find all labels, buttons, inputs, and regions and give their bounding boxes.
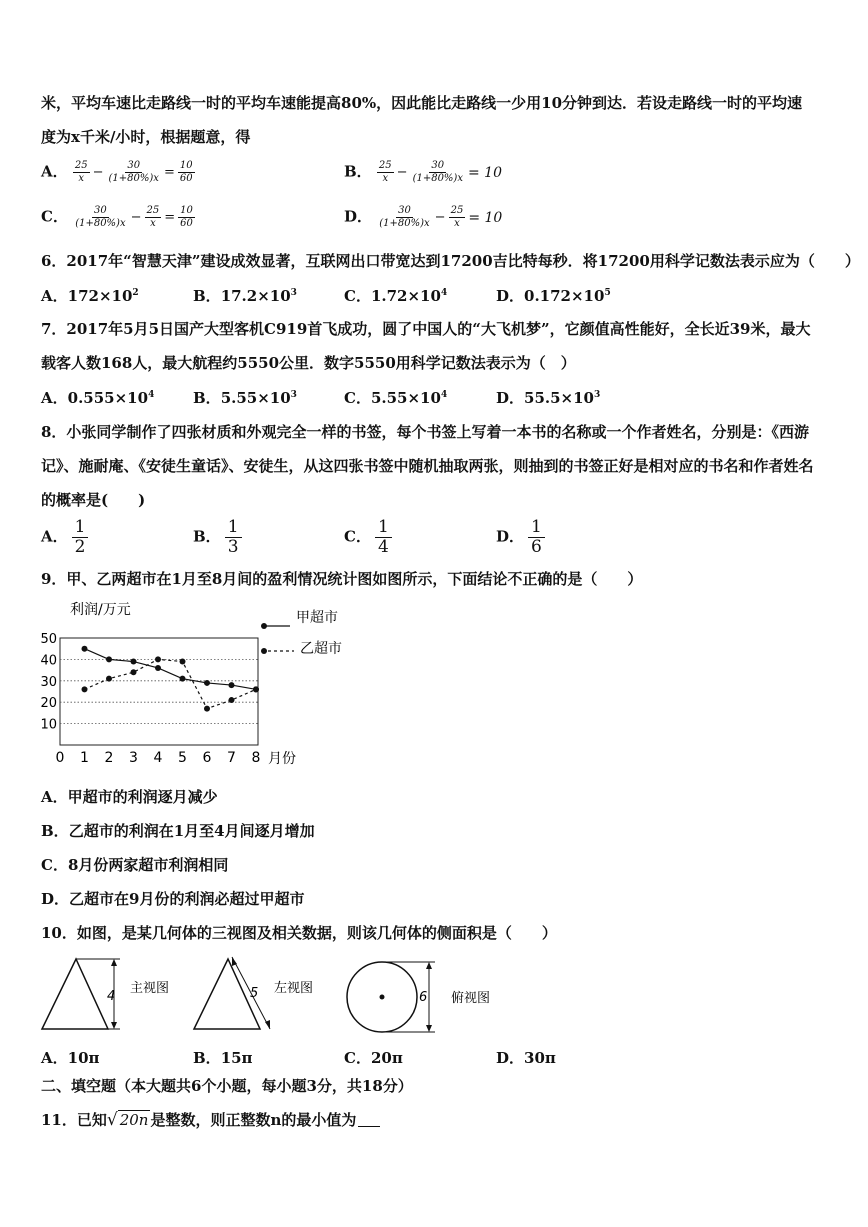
front-view-label: 主视图 <box>130 981 170 996</box>
x-tick-label: 0 <box>55 750 65 766</box>
q5-stem-line1: 米，平均车速比走路线一时的平均车速能提高80%，因此能比走路线一少用10分钟到达．若设走路线一时的平均速 <box>41 94 803 112</box>
data-point-s1-m3 <box>131 669 137 675</box>
profit-line-chart <box>38 598 368 773</box>
q10-option-d[interactable]: D．30π <box>496 1049 556 1067</box>
data-point-s0-m1 <box>82 646 88 652</box>
y-tick-label: 50 <box>40 632 57 647</box>
data-point-s1-m8 <box>253 686 259 692</box>
top-view-label: 俯视图 <box>451 991 491 1006</box>
q8-stem-line2: 记》、施耐庵、《安徒生童话》、安徒生，从这四张书签中随机抽取两张，则抽到的书签正好是相对应的书名和作者姓名 <box>41 457 814 475</box>
q9-stem: 9．甲、乙两超市在1月至8月间的盈利情况统计图如图所示，下面结论不正确的是（ ） <box>41 570 643 588</box>
q5-option-a[interactable]: A． $\frac{25}{x}$ − $\frac{30}{(1+80\%)x}$ = $\frac{10}{60}$ <box>41 160 193 184</box>
chart-ylabel: 利润/万元 <box>70 602 131 618</box>
data-point-s0-m2 <box>106 656 112 662</box>
x-tick-label: 1 <box>80 750 89 766</box>
q8-option-a[interactable]: A． $\frac{1}{2}$ <box>41 518 88 557</box>
x-tick-label: 8 <box>251 750 261 766</box>
q7-stem-line1: 7．2017年5月5日国产大型客机C919首飞成功，圆了中国人的“大飞机梦”，它颜值高性能好，全长近39米，最大 <box>41 320 811 338</box>
q6-option-b[interactable]: B．$17.2\times 10^3$ <box>193 287 297 305</box>
q8-stem-line1: 8．小张同学制作了四张材质和外观完全一样的书签，每个书签上写着一本书的名称或一个作者姓名，分别是：《西游 <box>41 423 809 441</box>
data-point-s0-m3 <box>131 659 137 665</box>
chart-plot-frame <box>60 638 258 745</box>
q11-suffix: 是整数，则正整数n的最小值为 <box>150 1111 357 1129</box>
top-view-dim: 6 <box>419 990 428 1005</box>
q9-option-d[interactable]: D．乙超市在9月份的利润必超过甲超市 <box>41 890 305 908</box>
data-point-s1-m5 <box>180 659 186 665</box>
x-tick-label: 7 <box>227 750 236 766</box>
front-view-triangle <box>42 959 108 1029</box>
q5-stem-line2: 度为x千米/小时，根据题意，得 <box>41 128 251 146</box>
q11-answer-blank[interactable] <box>358 1112 380 1127</box>
q7-option-b[interactable]: B．$5.55\times 10^3$ <box>193 389 297 407</box>
chart-xlabel: 月份 <box>268 751 296 767</box>
q10-option-c[interactable]: C．20π <box>344 1049 403 1067</box>
q8-stem-line3: 的概率是( ) <box>41 491 146 509</box>
data-point-s1-m2 <box>106 676 112 682</box>
q7-option-c[interactable]: C．$5.55\times 10^4$ <box>344 389 448 407</box>
q5-option-c[interactable]: C． $\frac{30}{(1+80\%)x}$ − $\frac{25}{x}$ = $\frac{10}{60}$ <box>41 205 193 229</box>
legend-marker-yi <box>261 648 267 654</box>
q11-radicand: 20n <box>119 1111 149 1129</box>
legend-label-yi: 乙超市 <box>300 641 342 657</box>
y-tick-label: 40 <box>40 653 57 669</box>
data-point-s1-m6 <box>204 706 210 712</box>
x-tick-label: 3 <box>129 750 138 766</box>
chart-series-points <box>82 646 260 712</box>
q10-option-a[interactable]: A．10π <box>41 1049 100 1067</box>
q6-option-d[interactable]: D．$0.172\times 10^5$ <box>496 287 611 305</box>
chart-x-ticks <box>56 750 261 766</box>
legend-label-jia: 甲超市 <box>296 610 338 626</box>
data-point-s1-m4 <box>155 656 161 662</box>
x-tick-label: 5 <box>178 750 187 766</box>
front-view-dim: 4 <box>107 989 116 1004</box>
front-view-arrow-down <box>111 1022 117 1029</box>
top-view-figure <box>343 955 503 1037</box>
q9-option-c[interactable]: C．8月份两家超市利润相同 <box>41 856 229 874</box>
top-view-arrow-down <box>426 1025 432 1032</box>
front-view-figure <box>38 955 178 1035</box>
q8-option-b[interactable]: B． $\frac{1}{3}$ <box>193 518 242 557</box>
data-point-s1-m7 <box>229 697 235 703</box>
q9-option-b[interactable]: B．乙超市的利润在1月至4月间逐月增加 <box>41 822 315 840</box>
q7-option-a[interactable]: A．$0.555\times 10^4$ <box>41 389 155 407</box>
q5-option-d[interactable]: D． $\frac{30}{(1+80\%)x}$ − $\frac{25}{x}$ = 10 <box>344 205 503 229</box>
y-tick-label: 10 <box>40 717 57 733</box>
x-tick-label: 6 <box>202 750 212 766</box>
q6-option-c[interactable]: C．$1.72\times 10^4$ <box>344 287 448 305</box>
q6-option-a[interactable]: A．$172\times 10^2$ <box>41 287 139 305</box>
q8-option-c[interactable]: C． $\frac{1}{4}$ <box>344 518 392 557</box>
q7-stem-line2: 载客人数168人，最大航程约5550公里．数字5550用科学记数法表示为（ ） <box>41 354 576 372</box>
q8-option-d[interactable]: D． $\frac{1}{6}$ <box>496 518 545 557</box>
left-view-dim: 5 <box>250 986 259 1001</box>
x-tick-label: 2 <box>104 750 114 766</box>
section-heading: 二、填空题（本大题共6个小题，每小题3分，共18分） <box>41 1077 413 1095</box>
q11-stem <box>41 1109 380 1130</box>
sqrt-sign: √ <box>106 1110 118 1130</box>
y-tick-label: 30 <box>40 674 57 690</box>
q5-option-b[interactable]: B． $\frac{25}{x}$ − $\frac{30}{(1+80\%)x}$ = 10 <box>344 160 502 184</box>
y-tick-label: 20 <box>40 696 57 712</box>
x-tick-label: 4 <box>153 750 163 766</box>
q9-option-a[interactable]: A．甲超市的利润逐月减少 <box>41 788 218 806</box>
data-point-s0-m6 <box>204 680 210 686</box>
chart-y-ticks <box>40 632 57 733</box>
q7-option-d[interactable]: D．$55.5\times 10^3$ <box>496 389 601 407</box>
left-view-figure <box>190 955 330 1035</box>
top-view-center-dot <box>380 995 385 1000</box>
data-point-s0-m4 <box>155 665 161 671</box>
data-point-s1-m1 <box>82 686 88 692</box>
q10-option-b[interactable]: B．15π <box>193 1049 253 1067</box>
q10-stem: 10．如图，是某几何体的三视图及相关数据，则该几何体的侧面积是（ ） <box>41 924 557 942</box>
top-view-arrow-up <box>426 962 432 969</box>
front-view-arrow-up <box>111 959 117 966</box>
data-point-s0-m5 <box>180 676 186 682</box>
q6-stem: 6．2017年“智慧天津”建设成效显著，互联网出口带宽达到17200吉比特每秒．将17200用科学记数法表示应为（ ） <box>41 252 860 270</box>
left-view-label: 左视图 <box>274 981 314 996</box>
q11-prefix: 11．已知 <box>41 1111 107 1129</box>
data-point-s0-m7 <box>229 682 235 688</box>
